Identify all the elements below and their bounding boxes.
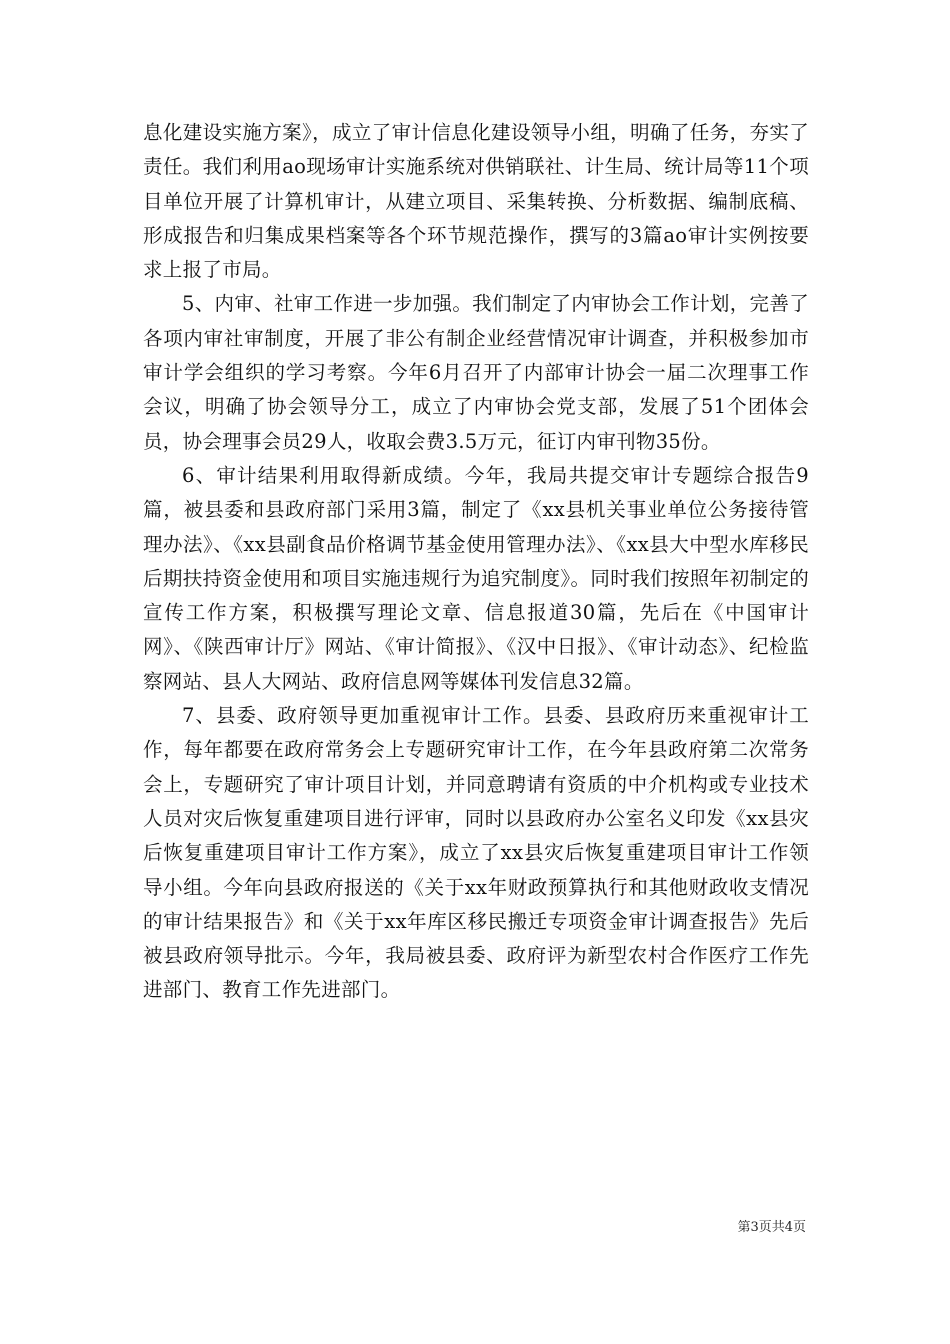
document-body [143,116,809,1008]
paragraph-item-6: 6、审计结果利用取得新成绩。今年，我局共提交审计专题综合报告9篇，被县委和县政府部门采用3篇，制定了《xx县机关事业单位公务接待管理办法》、《xx县副食品价格调节基金使用管理办法》、《xx县大中型水库移民后期扶持资金使用和项目实施违规行为追究制度》。同时我们按照年初制定的宣传工作方案，积极撰写理论文章、信息报道30篇，先后在《中国审计网》、《陕西审计厅》网站、《审计简报》、《汉中日报》、《审计动态》、纪检监察网站、县人大网站、政府信息网等媒体刊发信息32篇。 [143,463,809,693]
paragraph-item-5: 5、内审、社审工作进一步加强。我们制定了内审协会工作计划，完善了各项内审社审制度，开展了非公有制企业经营情况审计调查，并积极参加市审计学会组织的学习考察。今年6月召开了内部审计协会一届二次理事工作会议，明确了协会领导分工，成立了内审协会党支部，发展了51个团体会员，协会理事会员29人，收取会费3.5万元，征订内审刊物35份。 [143,292,809,453]
paragraph-item-7: 7、县委、政府领导更加重视审计工作。县委、县政府历来重视审计工作，每年都要在政府常务会上专题研究审计工作，在今年县政府第二次常务会上，专题研究了审计项目计划，并同意聘请有资质的中介机构或专业技术人员对灾后恢复重建项目进行评审，同时以县政府办公室名义印发《xx县灾后恢复重建项目审计工作方案》，成立了xx县灾后恢复重建项目审计工作领导小组。今年向县政府报送的《关于xx年财政预算执行和其他财政收支情况的审计结果报告》和《关于xx年库区移民搬迁专项资金审计调查报告》先后被县政府领导批示。今年，我局被县委、政府评为新型农村合作医疗工作先进部门、教育工作先进部门。 [143,704,809,1002]
page-number-footer: 第3页共4页 [737,1220,806,1235]
paragraph-continuation: 息化建设实施方案》，成立了审计信息化建设领导小组，明确了任务，夯实了责任。我们利用ao现场审计实施系统对供销联社、计生局、统计局等11个项目单位开展了计算机审计，从建立项目、采集转换、分析数据、编制底稿、形成报告和归集成果档案等各个环节规范操作，撰写的3篇ao审计实例按要求上报了市局。 [143,121,809,282]
